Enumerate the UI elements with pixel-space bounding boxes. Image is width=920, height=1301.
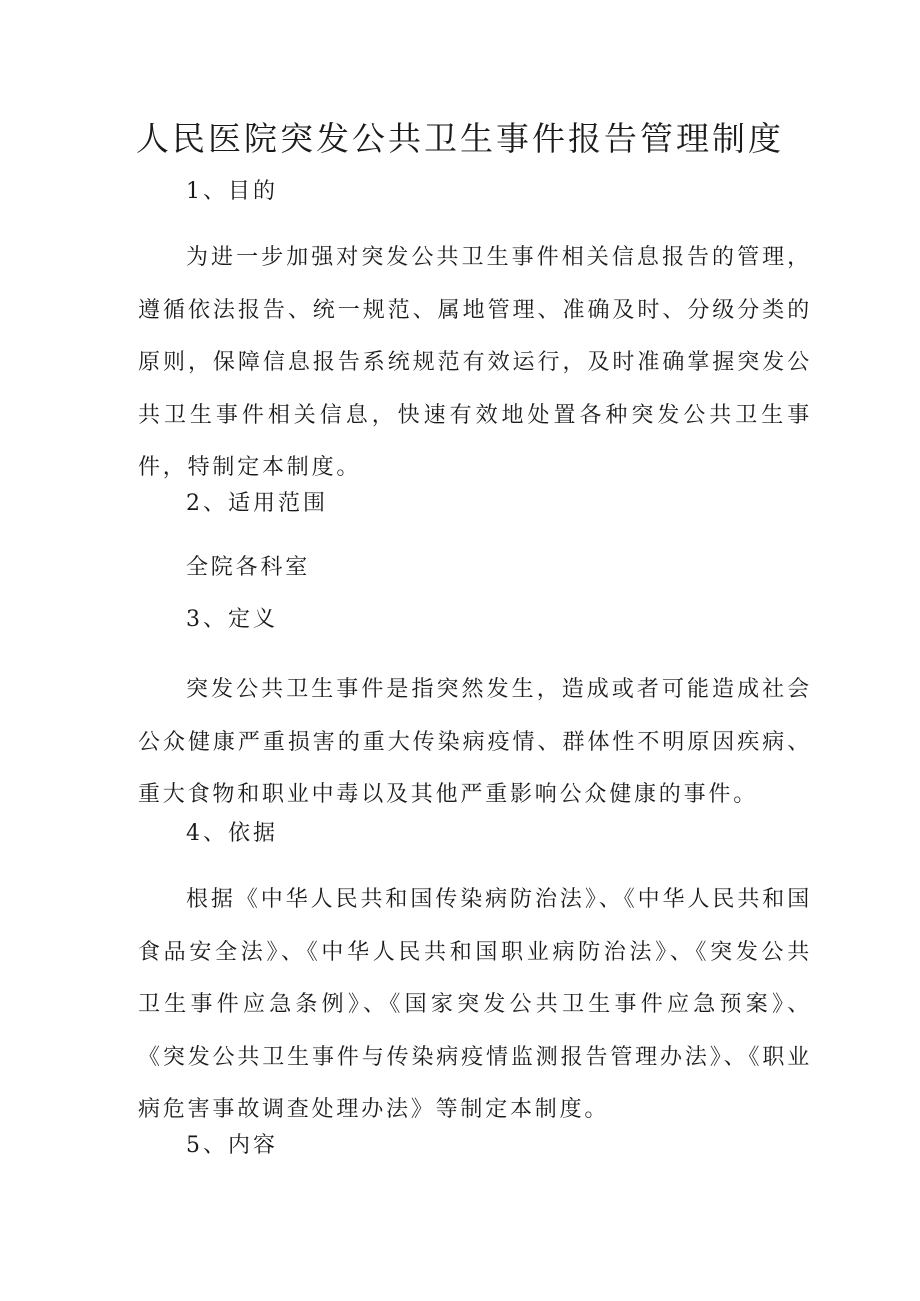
section-body-purpose: 为进一步加强对突发公共卫生事件相关信息报告的管理，遵循依法报告、统一规范、属地管理、准确及时、分级分类的原则，保障信息报告系统规范有效运行，及时准确掌握突发公共卫生事件相关信息，快速有效地处置各种突发公共卫生事件，特制定本制度。 — [138, 245, 812, 480]
section-heading-purpose: 1、目的 — [186, 179, 278, 204]
section-body-scope: 全院各科室 — [186, 555, 311, 580]
section-heading-content: 5、内容 — [186, 1133, 278, 1158]
section-body-basis: 根据《中华人民共和国传染病防治法》、《中华人民共和国食品安全法》、《中华人民共和国职业病防治法》、《突发公共卫生事件应急条例》、《国家突发公共卫生事件应急预案》、《突发公共卫生事件与传染病疫情监测报告管理办法》、《职业病危害事故调查处理办法》等制定本制度。 — [138, 887, 812, 1122]
section-heading-basis: 4、依据 — [186, 821, 278, 846]
section-body-definition: 突发公共卫生事件是指突然发生，造成或者可能造成社会公众健康严重损害的重大传染病疫情、群体性不明原因疾病、重大食物和职业中毒以及其他严重影响公众健康的事件。 — [138, 677, 812, 807]
document-title: 人民医院突发公共卫生事件报告管理制度 — [136, 119, 784, 158]
section-heading-scope: 2、适用范围 — [186, 491, 328, 516]
section-heading-definition: 3、定义 — [186, 607, 278, 632]
